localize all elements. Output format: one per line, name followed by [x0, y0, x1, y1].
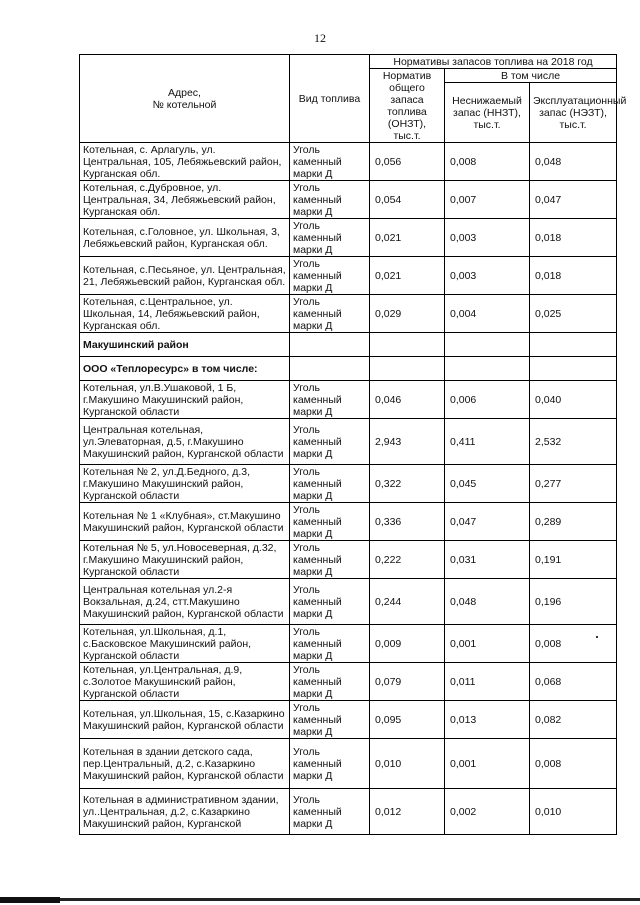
cell-nezt: 0,025: [530, 295, 617, 333]
cell-fuel-type: Уголь каменный марки Д: [290, 579, 370, 625]
cell-total-reserve: 0,095: [370, 701, 445, 739]
cell-fuel-type: Уголь каменный марки Д: [290, 625, 370, 663]
cell-total-reserve: 0,012: [370, 789, 445, 835]
cell-address: Центральная котельная ул.2-я Вокзальная, д.24, стт.Макушино Макушинский район, Курганской области: [80, 579, 290, 625]
table-row: [80, 739, 617, 789]
cell-address: Котельная, с.Песьяное, ул. Центральная, 21, Лебяжьевский район, Курганская обл.: [80, 257, 290, 295]
cell-fuel-type: Уголь каменный марки Д: [290, 381, 370, 419]
cell-address: Котельная, ул.Центральная, д.9, с.Золотое Макушинский район, Курганской области: [80, 663, 290, 701]
cell-total-reserve: 0,046: [370, 381, 445, 419]
header-nnzt: Неснижаемый запас (ННЗТ), тыс.т.: [445, 83, 530, 143]
table-row: [80, 541, 617, 579]
cell-total-reserve: 0,336: [370, 503, 445, 541]
table-row: [80, 625, 617, 663]
section-district-label: Макушинский район: [80, 333, 290, 357]
cell-nnzt: 0,006: [445, 381, 530, 419]
cell-nnzt: 0,008: [445, 143, 530, 181]
section-row-org: [80, 357, 617, 381]
table-row: [80, 663, 617, 701]
fuel-reserves-table: [79, 54, 627, 835]
cell-address: Котельная, ул.Школьная, д.1, с.Басковское Макушинский район, Курганской области: [80, 625, 290, 663]
scan-bottom-edge-mark: [0, 897, 60, 903]
cell-nnzt: 0,047: [445, 503, 530, 541]
cell-nezt: 0,010: [530, 789, 617, 835]
cell-address: Котельная, с.Дубровное, ул. Центральная, 34, Лебяжьевский район, Курганская обл.: [80, 181, 290, 219]
table-body-part2: [80, 381, 617, 835]
cell-nnzt: 0,013: [445, 701, 530, 739]
cell-nnzt: 0,011: [445, 663, 530, 701]
cell-nezt: 0,018: [530, 219, 617, 257]
table-row: [80, 219, 617, 257]
cell-nnzt: 0,007: [445, 181, 530, 219]
section-row-district: [80, 333, 617, 357]
cell-address: Котельная, с. Арлагуль, ул. Центральная, 105, Лебяжьевский район, Курганская обл.: [80, 143, 290, 181]
cell-nnzt: 0,003: [445, 257, 530, 295]
table-row: [80, 419, 617, 465]
cell-address: Котельная, с.Головное, ул. Школьная, 3, Лебяжьевский район, Курганская обл.: [80, 219, 290, 257]
cell-address: Котельная, с.Центральное, ул. Школьная, 14, Лебяжьевский район, Курганская обл.: [80, 295, 290, 333]
cell-total-reserve: 0,054: [370, 181, 445, 219]
cell-fuel-type: Уголь каменный марки Д: [290, 143, 370, 181]
cell-total-reserve: 0,244: [370, 579, 445, 625]
header-including: В том числе: [445, 69, 617, 83]
cell-total-reserve: 0,056: [370, 143, 445, 181]
cell-nezt: 0,018: [530, 257, 617, 295]
table-row: [80, 181, 617, 219]
cell-address: Котельная, ул.В.Ушаковой, 1 Б, г.Макушино Макушинский район, Курганской области: [80, 381, 290, 419]
header-fuel-type: Вид топлива: [290, 55, 370, 143]
cell-nezt: 0,191: [530, 541, 617, 579]
cell-total-reserve: 0,079: [370, 663, 445, 701]
cell-total-reserve: 0,010: [370, 739, 445, 789]
cell-fuel-type: Уголь каменный марки Д: [290, 257, 370, 295]
cell-nnzt: 0,411: [445, 419, 530, 465]
cell-fuel-type: Уголь каменный марки Д: [290, 739, 370, 789]
cell-fuel-type: Уголь каменный марки Д: [290, 663, 370, 701]
cell-nnzt: 0,045: [445, 465, 530, 503]
cell-fuel-type: Уголь каменный марки Д: [290, 541, 370, 579]
header-norms-group: Нормативы запасов топлива на 2018 год: [370, 55, 617, 69]
cell-total-reserve: 0,021: [370, 257, 445, 295]
cell-nezt: 0,082: [530, 701, 617, 739]
cell-fuel-type: Уголь каменный марки Д: [290, 219, 370, 257]
cell-total-reserve: 0,222: [370, 541, 445, 579]
table-row: [80, 465, 617, 503]
table-row: [80, 143, 617, 181]
cell-nezt: 0,048: [530, 143, 617, 181]
cell-total-reserve: 0,029: [370, 295, 445, 333]
table-header: [80, 55, 627, 143]
cell-fuel-type: Уголь каменный марки Д: [290, 419, 370, 465]
cell-nezt: 0,277: [530, 465, 617, 503]
cell-nnzt: 0,001: [445, 739, 530, 789]
scan-speck: [596, 636, 598, 638]
page-number: 12: [314, 31, 326, 45]
table-body-part1: [80, 143, 617, 333]
cell-total-reserve: 0,322: [370, 465, 445, 503]
table-row: [80, 381, 617, 419]
cell-address: Котельная № 1 «Клубная», ст.Макушино Макушинский район, Курганской области: [80, 503, 290, 541]
cell-fuel-type: Уголь каменный марки Д: [290, 181, 370, 219]
cell-address: Котельная № 2, ул.Д.Бедного, д.3, г.Макушино Макушинский район, Курганской области: [80, 465, 290, 503]
cell-address: Котельная, ул.Школьная, 15, с.Казаркино Макушинский район, Курганской области: [80, 701, 290, 739]
cell-nezt: 0,196: [530, 579, 617, 625]
section-org-label: ООО «Теплоресурс» в том числе:: [80, 357, 290, 381]
cell-nnzt: 0,003: [445, 219, 530, 257]
cell-nezt: 0,068: [530, 663, 617, 701]
cell-nezt: 0,047: [530, 181, 617, 219]
cell-nezt: 2,532: [530, 419, 617, 465]
cell-nezt: 0,040: [530, 381, 617, 419]
cell-fuel-type: Уголь каменный марки Д: [290, 701, 370, 739]
cell-address: Котельная в административном здании, ул..Центральная, д.2, с.Казаркино Макушинский район, Курганской: [80, 789, 290, 835]
cell-address: Котельная № 5, ул.Новосеверная, д.32, г.Макушино Макушинский район, Курганской области: [80, 541, 290, 579]
cell-nnzt: 0,002: [445, 789, 530, 835]
table-row: [80, 503, 617, 541]
cell-total-reserve: 2,943: [370, 419, 445, 465]
cell-address: Котельная в здании детского сада, пер.Центральный, д.2, с.Казаркино Макушинский район, Курганской области: [80, 739, 290, 789]
header-nezt: Эксплуатационный запас (НЭЗТ), тыс.т.: [530, 83, 617, 143]
cell-fuel-type: Уголь каменный марки Д: [290, 503, 370, 541]
cell-nnzt: 0,001: [445, 625, 530, 663]
table-row: [80, 295, 617, 333]
cell-nnzt: 0,004: [445, 295, 530, 333]
cell-nnzt: 0,031: [445, 541, 530, 579]
cell-nezt: 0,289: [530, 503, 617, 541]
table-row: [80, 257, 617, 295]
cell-fuel-type: Уголь каменный марки Д: [290, 465, 370, 503]
header-total-reserve: Норматив общего запаса топлива (ОНЗТ), тыс.т.: [370, 69, 445, 143]
table-row: [80, 789, 617, 835]
header-address: Адрес, № котельной: [80, 55, 290, 143]
table-row: [80, 701, 617, 739]
cell-total-reserve: 0,009: [370, 625, 445, 663]
table-row: [80, 579, 617, 625]
table-body-sections: [80, 333, 617, 381]
cell-fuel-type: Уголь каменный марки Д: [290, 789, 370, 835]
cell-nezt: 0,008: [530, 625, 617, 663]
cell-nezt: 0,008: [530, 739, 617, 789]
cell-address: Центральная котельная, ул.Элеваторная, д.5, г.Макушино Макушинский район, Курганской области: [80, 419, 290, 465]
scan-bottom-edge: [0, 898, 640, 901]
cell-fuel-type: Уголь каменный марки Д: [290, 295, 370, 333]
cell-total-reserve: 0,021: [370, 219, 445, 257]
cell-nnzt: 0,048: [445, 579, 530, 625]
